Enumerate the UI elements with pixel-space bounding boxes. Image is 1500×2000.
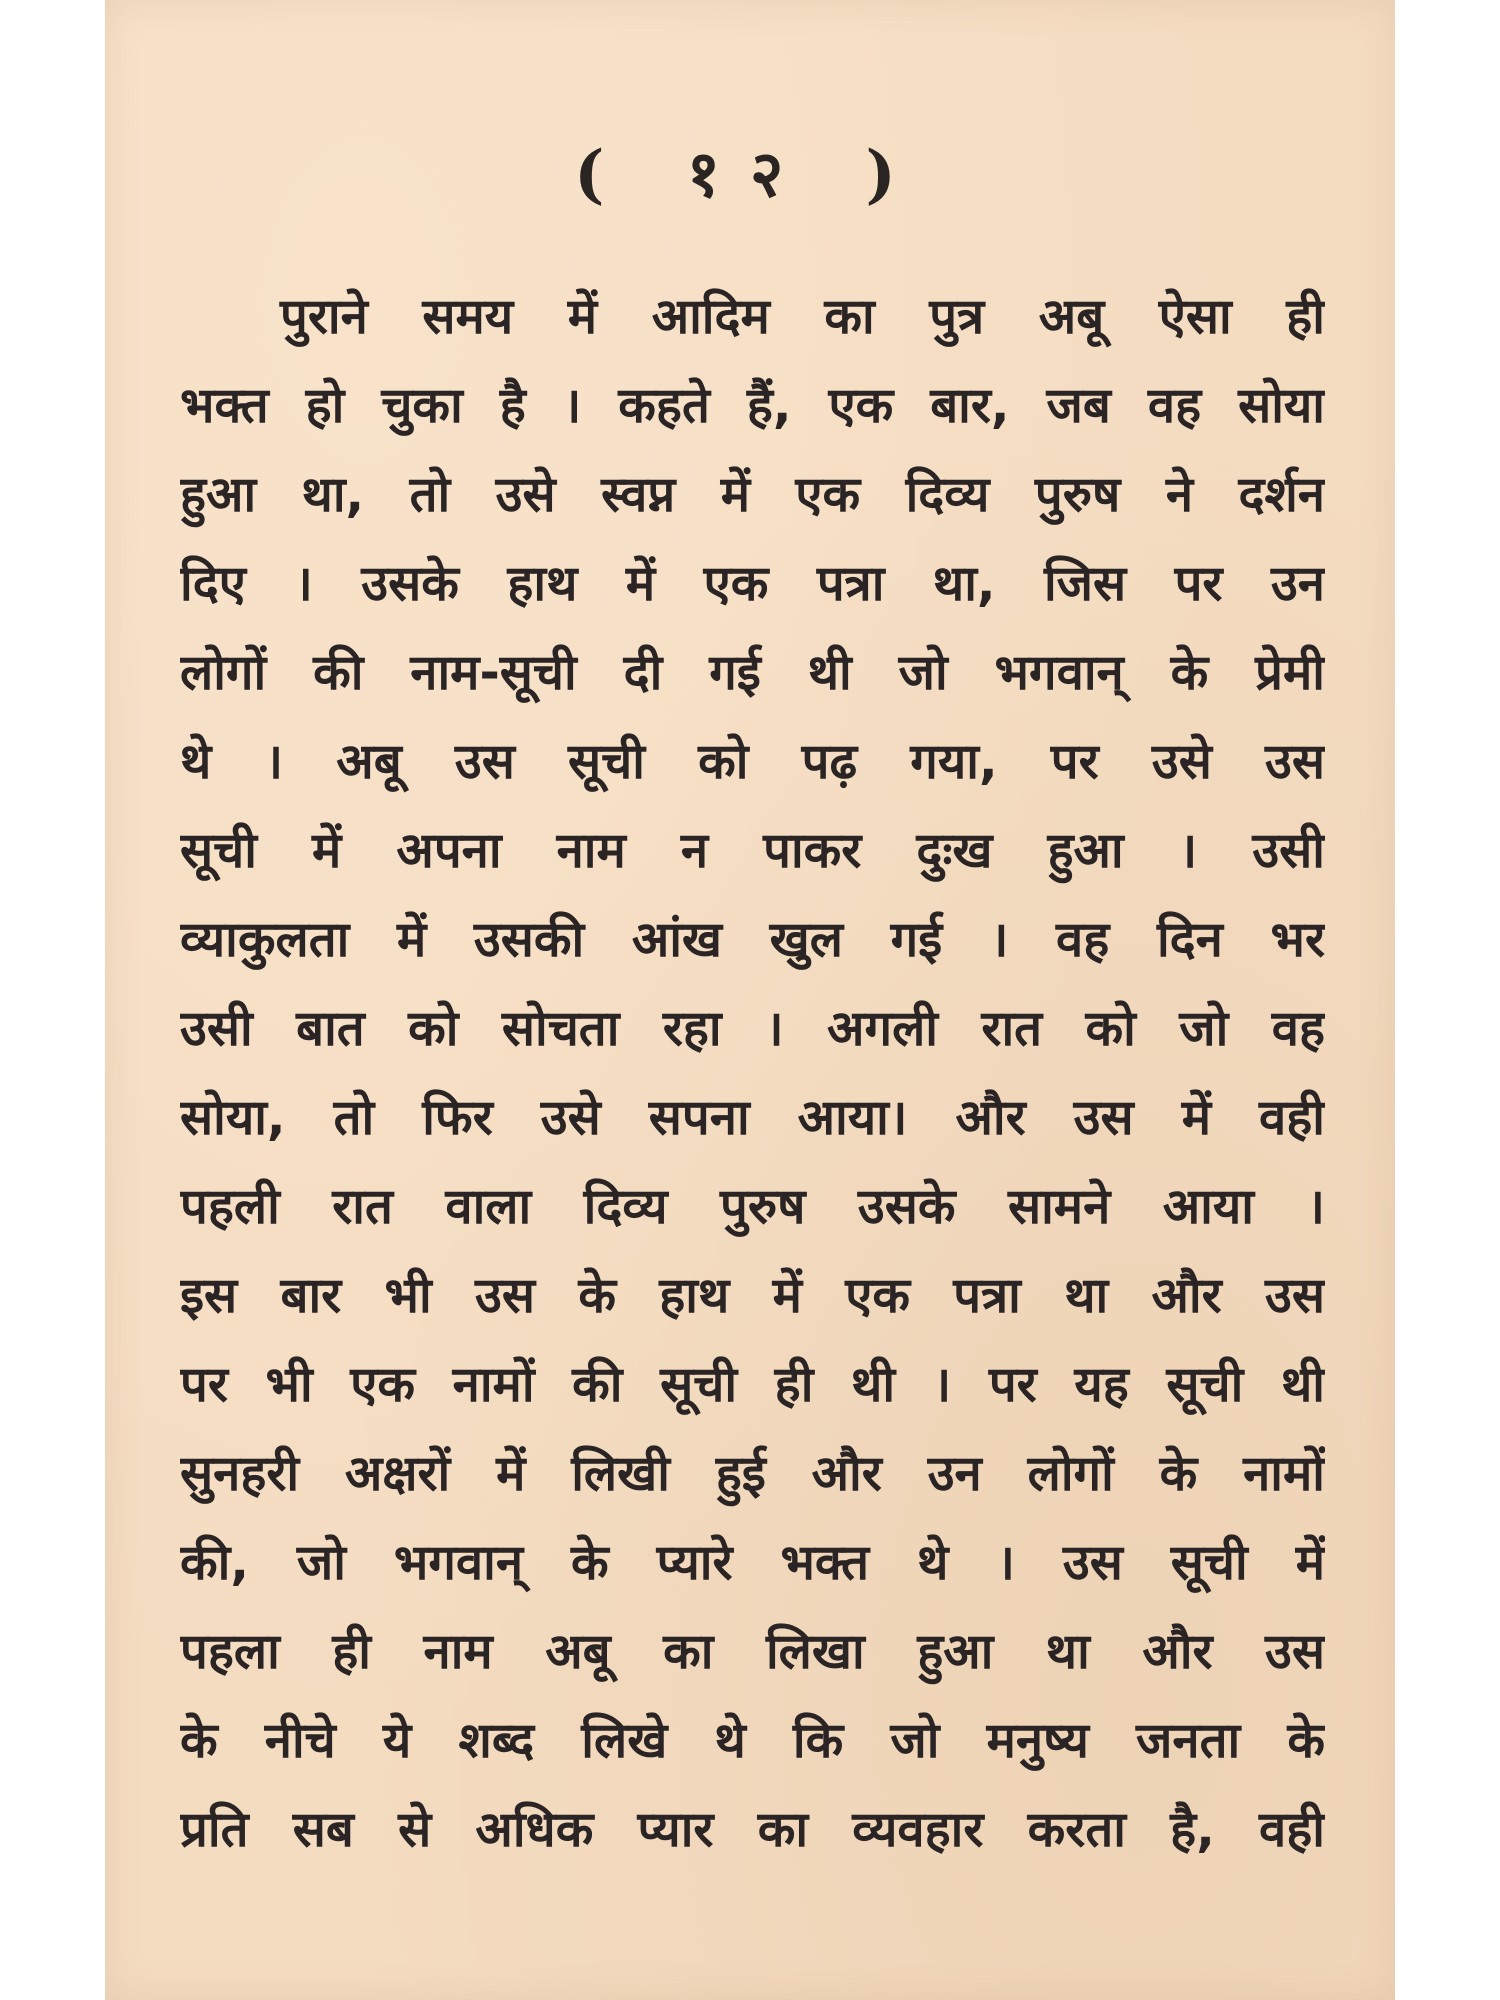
text-line: सूची में अपना नाम न पाकर दुःख हुआ । उसी [180,822,1325,879]
text-line: व्याकुलता में उसकी आंख खुल गई । वह दिन भर [180,911,1325,968]
text-line: थे । अबू उस सूची को पढ़ गया, पर उसे उस [180,733,1325,790]
text-line: इस बार भी उस के हाथ में एक पत्रा था और उस [180,1267,1325,1324]
text-line: पुराने समय में आदिम का पुत्र अबू ऐसा ही [280,288,1325,345]
text-line: उसी बात को सोचता रहा । अगली रात को जो वह [180,1000,1325,1057]
text-line: हुआ था, तो उसे स्वप्न में एक दिव्य पुरुष ने दर्शन [180,466,1325,523]
text-line: पहली रात वाला दिव्य पुरुष उसके सामने आया । [180,1178,1325,1235]
text-line: के नीचे ये शब्द लिखे थे कि जो मनुष्य जनता के [180,1712,1325,1769]
body-text [180,272,1325,1874]
text-line: दिए । उसके हाथ में एक पत्रा था, जिस पर उन [180,555,1325,612]
text-line: सोया, तो फिर उसे सपना आया। और उस में वही [180,1089,1325,1146]
text-line: प्रति सब से अधिक प्यार का व्यवहार करता है, वही [180,1801,1325,1858]
text-line: की, जो भगवान् के प्यारे भक्त थे । उस सूची में [180,1534,1325,1591]
text-line: भक्त हो चुका है । कहते हैं, एक बार, जब वह सोया [180,377,1325,434]
text-line: सुनहरी अक्षरों में लिखी हुई और उन लोगों के नामों [180,1445,1325,1502]
page-number: ( १२ ) [574,137,926,212]
text-line: पहला ही नाम अबू का लिखा हुआ था और उस [180,1623,1325,1680]
book-page [105,0,1395,2000]
text-line: पर भी एक नामों की सूची ही थी । पर यह सूची थी [180,1356,1325,1413]
text-line: लोगों की नाम-सूची दी गई थी जो भगवान् के प्रेमी [180,644,1325,701]
